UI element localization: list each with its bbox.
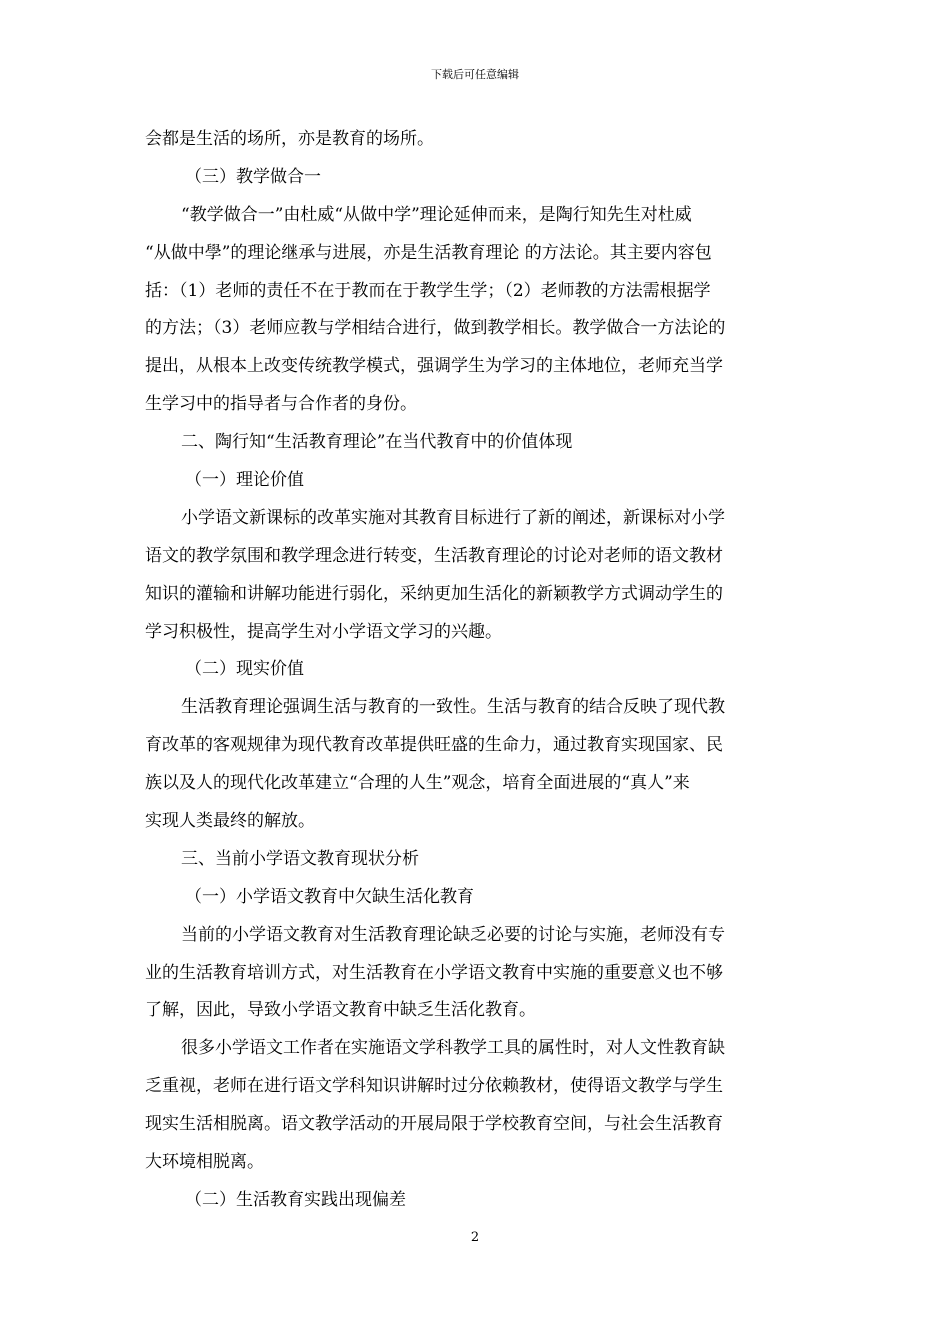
paragraph-line: 学习积极性，提高学生对小学语文学习的兴趣。 [145, 621, 502, 642]
section-heading: （一）小学语文教育中欠缺生活化教育 [185, 886, 474, 907]
paragraph-line: 小学语文新课标的改革实施对其教育目标进行了新的阐述，新课标对小学 [181, 507, 725, 528]
paragraph-line: 实现人类最终的解放。 [145, 811, 315, 832]
chapter-heading: 三、当前小学语文教育现状分析 [181, 848, 419, 869]
page-header: 下载后可任意编辑 [431, 68, 519, 81]
section-heading: （三）教学做合一 [185, 166, 321, 187]
page-number: 2 [470, 1230, 480, 1245]
paragraph-line: 当前的小学语文教育对生活教育理论缺乏必要的讨论与实施，老师没有专 [181, 924, 725, 945]
paragraph-line: 知识的灌输和讲解功能进行弱化，采纳更加生活化的新颖教学方式调动学生的 [145, 583, 723, 604]
paragraph-line: 育改革的客观规律为现代教育改革提供旺盛的生命力，通过教育实现国家、民 [145, 735, 723, 756]
paragraph-line: 大环境相脱离。 [145, 1152, 264, 1173]
document-body [145, 121, 807, 1220]
paragraph-line: 生活教育理论强调生活与教育的一致性。生活与教育的结合反映了现代教 [181, 697, 725, 718]
paragraph-line: 语文的教学氛围和教学理念进行转变，生活教育理论的讨论对老师的语文教材 [145, 545, 723, 566]
paragraph-line: 的方法；（3）老师应教与学相结合进行，做到教学相长。教学做合一方法论的 [145, 318, 726, 339]
paragraph-line: 现实生活相脱离。语文教学活动的开展局限于学校教育空间，与社会生活教育 [145, 1114, 723, 1135]
section-heading: （二）生活教育实践出现偏差 [185, 1189, 406, 1210]
paragraph-line: 括：（1）老师的责任不在于教而在于教学生学；（2）老师教的方法需根据学 [145, 280, 711, 301]
paragraph-line: “教学做合一”由杜威“从做中学”理论延伸而来，是陶行知先生对杜威 [181, 204, 692, 225]
section-heading: （一）理论价值 [185, 470, 304, 491]
paragraph-line: 会都是生活的场所，亦是教育的场所。 [145, 129, 434, 149]
paragraph-line: 提出，从根本上改变传统教学模式，强调学生为学习的主体地位，老师充当学 [145, 356, 723, 377]
chapter-heading: 二、陶行知“生活教育理论”在当代教育中的价值体现 [181, 432, 573, 453]
paragraph-line: 很多小学语文工作者在实施语文学科教学工具的属性时，对人文性教育缺 [181, 1038, 725, 1059]
section-heading: （二）现实价值 [185, 659, 304, 680]
paragraph-line: “从做中學”的理论继承与进展，亦是生活教育理论 的方法论。其主要内容包 [145, 242, 712, 263]
paragraph-line: 业的生活教育培训方式，对生活教育在小学语文教育中实施的重要意义也不够 [145, 962, 723, 983]
paragraph-line: 了解，因此，导致小学语文教育中缺乏生活化教育。 [145, 1000, 536, 1021]
paragraph-line: 族以及人的现代化改革建立“合理的人生”观念，培育全面进展的“真人”来 [145, 773, 690, 794]
paragraph-line: 乏重视，老师在进行语文学科知识讲解时过分依赖教材，使得语文教学与学生 [145, 1076, 723, 1097]
paragraph-line: 生学习中的指导者与合作者的身份。 [145, 394, 417, 415]
